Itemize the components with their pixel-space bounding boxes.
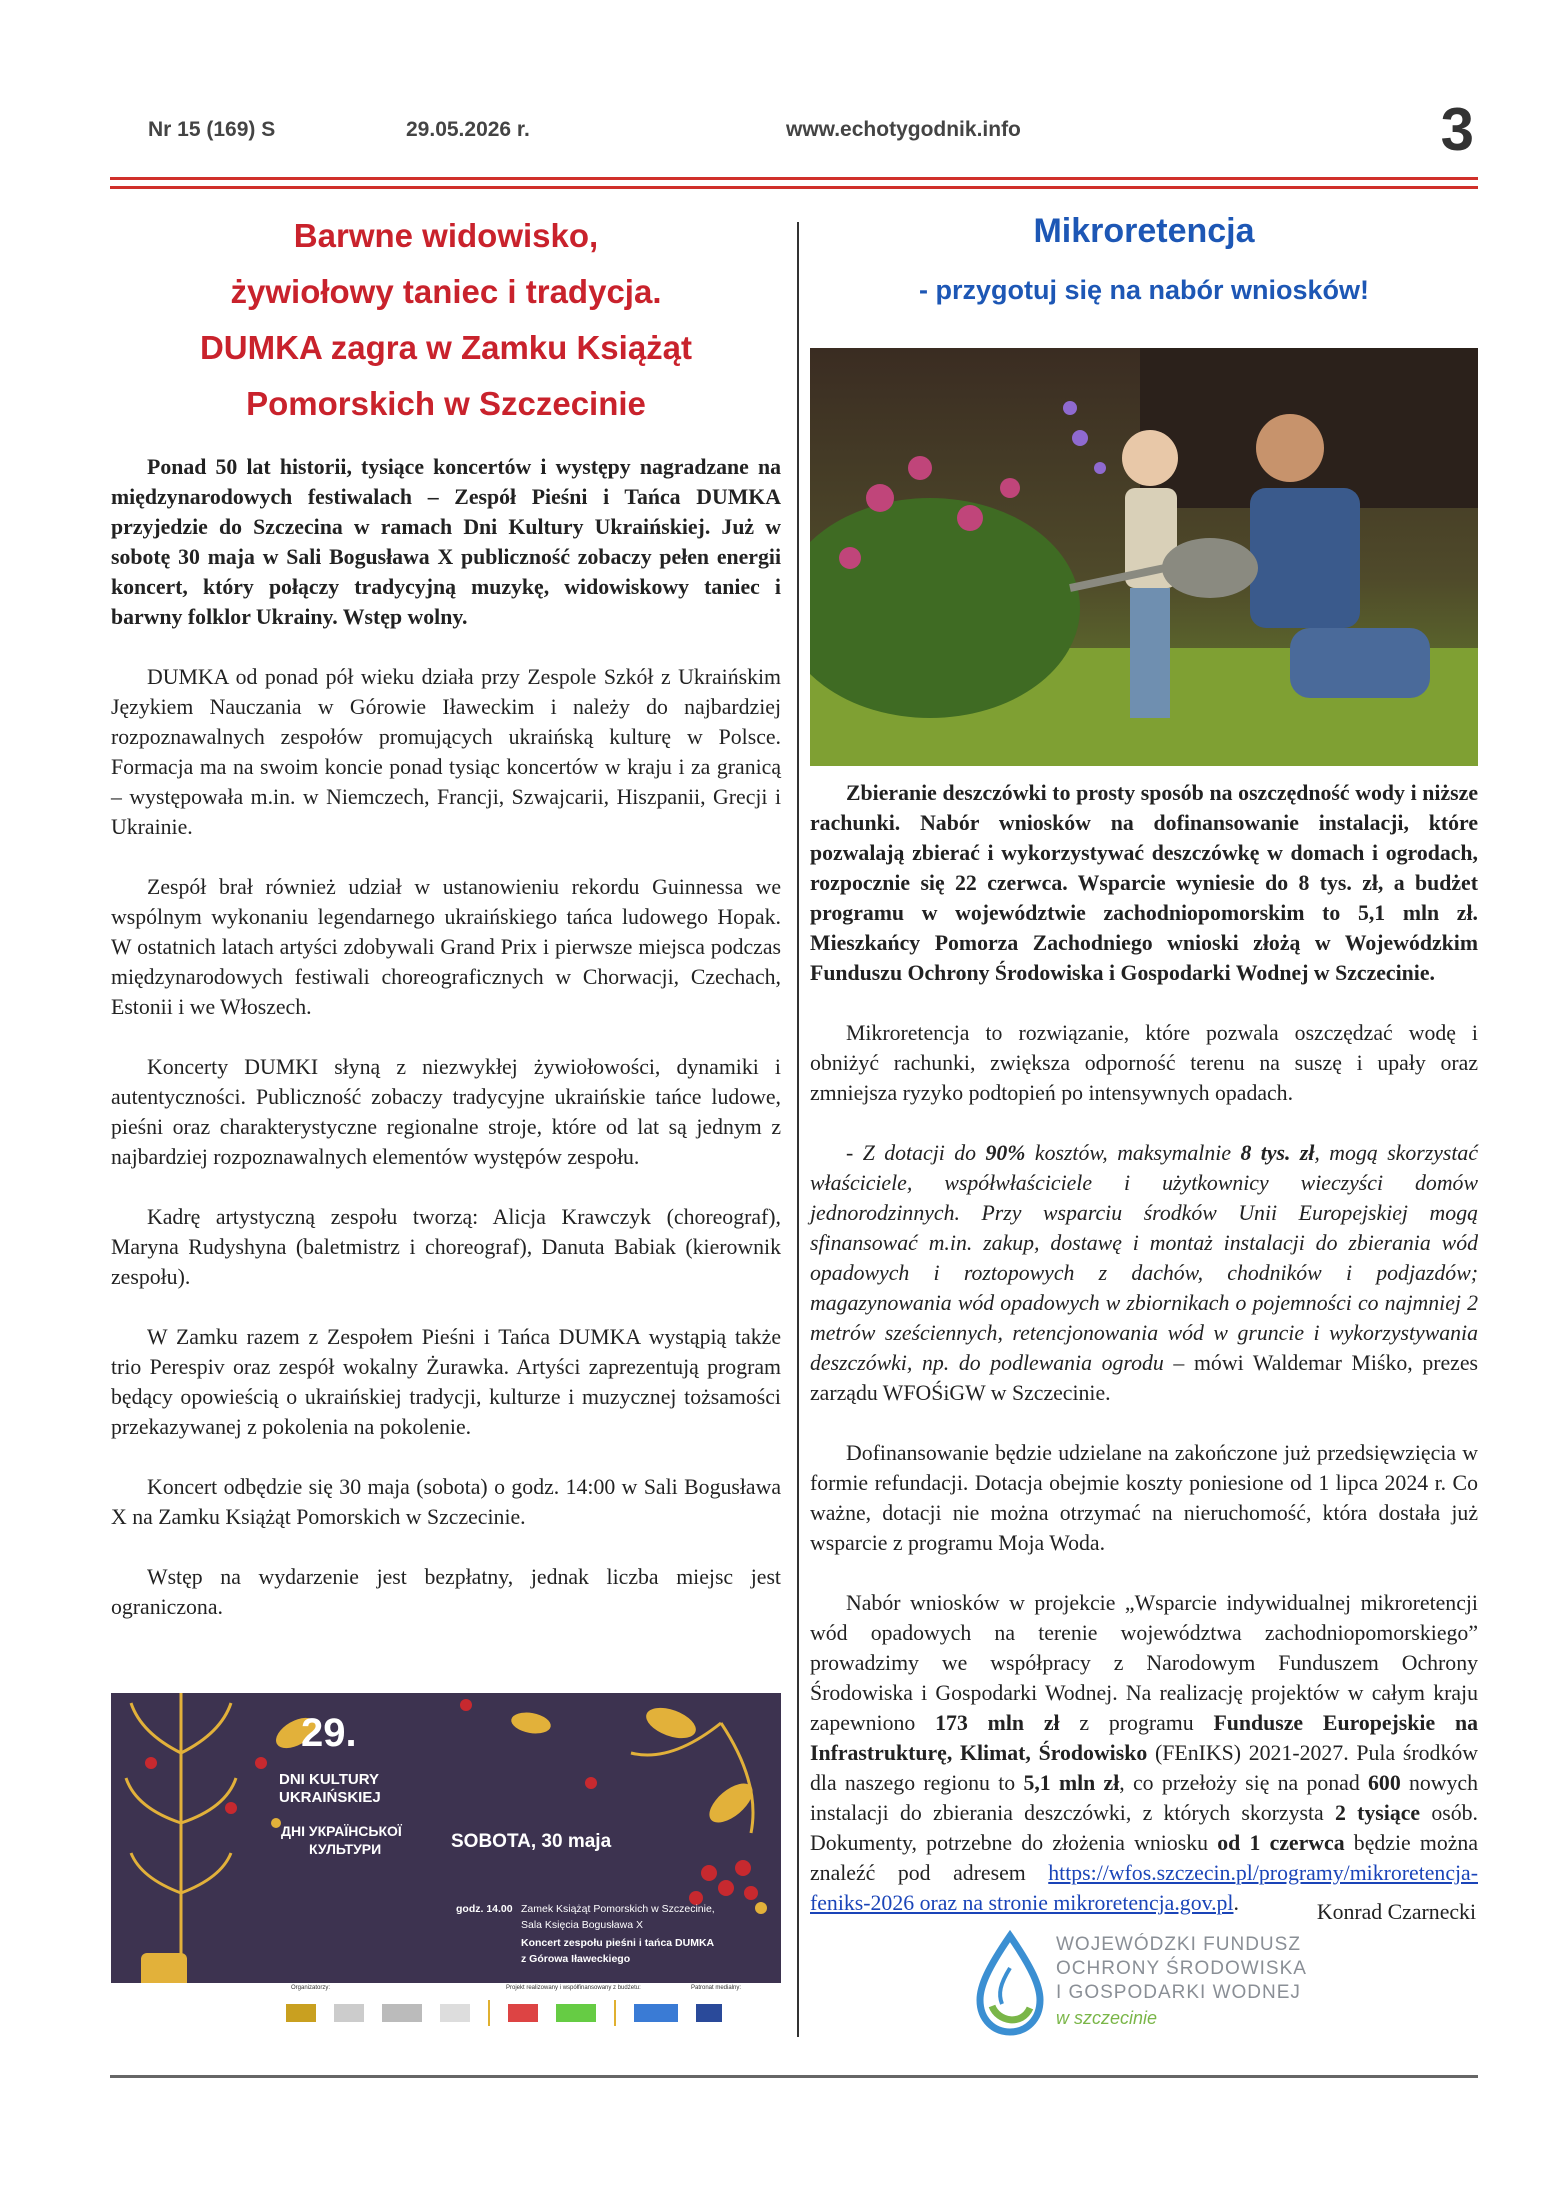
event-poster <box>111 1693 781 2035</box>
left-article-body <box>111 452 781 1652</box>
logo-line-2: OCHRONY ŚRODOWISKA <box>1056 1958 1307 1979</box>
poster-title-ua-1: ДНІ УКРАЇНСЬКОЇ <box>281 1823 402 1839</box>
poster-title-1: DNI KULTURY <box>279 1771 379 1788</box>
page-number: 3 <box>1440 96 1474 163</box>
poster-date: SOBOTA, 30 maja <box>451 1831 612 1852</box>
right-paragraph-funding: Nabór wniosków w projekcie „Wsparcie indywidualnej mikroretencji wód opadowych na terenie województwa zachodniopomorskiego” prowadzimy we współpracy z Narodowym Funduszem Ochrony Środowiska i Gospodarki Wodnej. Na realizację projektów w całym kraju zapewniono 173 mln zł z programu Fundusze Europejskie na Infrastrukturę, Klimat, Środowisko (FEnIKS) 2021-2027. Pula środków dla naszego regionu to 5,1 mln zł, co przełoży się na ponad 600 nowych instalacji do zbierania deszczówki, z których skorzysta 2 tysiące osób. Dokumenty, potrzebne do złożenia wniosku od 1 czerwca będzie można znaleźć pod adresem https://wfos.szczecin.pl/programy/mikroretencja-feniks-2026 oraz na stronie mikroretencja.gov.pl. <box>810 1591 1478 1915</box>
poster-time: godz. 14.00 <box>456 1903 513 1915</box>
logo-line-1: WOJEWÓDZKI FUNDUSZ <box>1056 1934 1301 1955</box>
wfosigw-logo <box>970 1928 1310 2043</box>
header-rule-top <box>110 177 1478 180</box>
poster-media-label: Patronat medialny: <box>691 1985 742 1991</box>
header-rule-bottom <box>110 186 1478 189</box>
issue-date: 29.05.2026 r. <box>406 118 530 141</box>
poster-place-1: Zamek Książąt Pomorskich w Szczecinie, <box>521 1903 715 1915</box>
footer-rule <box>110 2075 1478 2078</box>
right-article-body <box>810 778 1478 1948</box>
poster-folk-ornament <box>111 1693 781 2035</box>
poster-title-2: UKRAIŃSKIEJ <box>279 1789 381 1806</box>
title-line: Barwne widowisko, <box>293 217 599 254</box>
poster-organizers-label: Organizatorzy: <box>291 1985 331 1991</box>
left-paragraph: Wstęp na wydarzenie jest bezpłatny, jednak liczba miejsc jest ograniczona. <box>111 1565 781 1619</box>
website-url[interactable]: www.echotygodnik.info <box>786 118 1021 141</box>
poster-concert-2: z Górowa Iławeckiego <box>521 1953 631 1965</box>
water-drop-icon <box>970 1928 1050 2038</box>
poster-number: 29. <box>301 1711 357 1755</box>
logo-line-4: w szczecinie <box>1056 2008 1158 2028</box>
poster-sponsor-logos <box>286 1998 776 2028</box>
right-quote: - Z dotacji do 90% kosztów, maksymalnie 8 tys. zł, mogą skorzystać właściciele, współwłaściciele i użytkownicy wieczyści domów jednorodzinnych. Przy wsparciu środków Unii Europejskiej mogą sfinansować m.in. zakup, dostawę i montaż instalacji do zbierania wód opadowych i roztopowych z dachów, chodników i podjazdów; magazynowania wód opadowych w zbiornikach o pojemności co najmniej 2 metrów sześciennych, retencjonowania wód w gruncie i wykorzystywania deszczówki, np. do podlewania ogrodu – mówi Waldemar Miśko, prezes zarządu WFOŚiGW w Szczecinie. <box>810 1141 1478 1405</box>
left-paragraph: DUMKA od ponad pół wieku działa przy Zespole Szkół z Ukraińskim Językiem Nauczania w Górowie Iławeckim i należy do najbardziej rozpoznawalnych zespołów promujących ukraińską kulturę w Polsce. Formacja ma na swoim koncie ponad tysiąc koncertów w kraju i za granicą – występowała m.in. w Niemczech, Francji, Szwajcarii, Hiszpanii, Grecji i Ukrainie. <box>111 665 781 839</box>
right-article-title: Mikroretencja <box>1033 212 1255 250</box>
right-paragraph: Mikroretencja to rozwiązanie, które pozwala oszczędzać wodę i obniżyć rachunki, zwiększa odporność terenu na suszę i upały oraz zmniejsza ryzyko podtopień po intensywnych opadach. <box>810 1021 1478 1105</box>
program-link[interactable]: https://wfos.szczecin.pl/programy/mikroretencja-feniks-2026 oraz na stronie mikroretencja.gov.pl <box>810 1861 1478 1915</box>
left-paragraph: Koncerty DUMKI słyną z niezwykłej żywiołowości, dynamiki i autentyczności. Publiczność zobaczy tradycyjne ukraińskie tańce ludowe, pieśni oraz charakterystyczne regionalne stroje, które od lat są jednym z najbardziej rozpoznawalnych elementów występów zespołu. <box>111 1055 781 1169</box>
right-article-lead: Zbieranie deszczówki to prosty sposób na oszczędność wody i niższe rachunki. Nabór wniosków na dofinansowanie instalacji, które pozwalają zbierać i wykorzystywać deszczówkę w domach i ogrodach, rozpocznie się 22 czerwca. Wsparcie wyniesie do 8 tys. zł, a budżet programu w województwie zachodniopomorskim to 5,1 mln zł. Mieszkańcy Pomorza Zachodniego wnioski złożą w Wojewódzkim Funduszu Ochrony Środowiska i Gospodarki Wodnej w Szczecinie. <box>810 781 1478 985</box>
left-article-lead: Ponad 50 lat historii, tysiące koncertów i występy nagradzane na międzynarodowych festiwalach – Zespół Pieśni i Tańca DUMKA przyjedzie do Szczecina w ramach Dni Kultury Ukraińskiej. Już w sobotę 30 maja w Sali Bogusława X publiczność zobaczy pełen energii koncert, który połączy tradycyjną muzykę, widowiskowy taniec i barwny folklor Ukrainy. Wstęp wolny. <box>111 455 781 629</box>
column-divider <box>797 222 799 2037</box>
poster-title-ua-2: КУЛЬТУРИ <box>309 1841 382 1857</box>
logo-line-3: I GOSPODARKI WODNEJ <box>1056 1982 1301 2003</box>
poster-place-2: Sala Księcia Bogusława X <box>521 1919 643 1931</box>
poster-concert-1: Koncert zespołu pieśni i tańca DUMKA <box>521 1937 715 1949</box>
title-line: żywiołowy taniec i tradycja. <box>230 273 662 310</box>
left-paragraph: W Zamku razem z Zespołem Pieśni i Tańca DUMKA wystąpią także trio Perespiv oraz zespół wokalny Żurawka. Artyści zaprezentują program będący opowieścią o ukraińskiej tradycji, kulturze i muzycznej tożsamości przekazywanej z pokolenia na pokolenie. <box>111 1325 781 1439</box>
title-line: DUMKA zagra w Zamku Książąt <box>199 329 693 366</box>
right-article-subtitle: - przygotuj się na nabór wniosków! <box>918 275 1370 305</box>
issue-number: Nr 15 (169) S <box>148 118 276 141</box>
title-line: Pomorskich w Szczecinie <box>246 385 646 422</box>
photo-illustration <box>810 348 1478 766</box>
left-paragraph: Zespół brał również udział w ustanowieniu rekordu Guinnessa we wspólnym wykonaniu legendarnego ukraińskiego tańca ludowego Hopak. W ostatnich latach artyści zdobywali Grand Prix i pierwsze miejsca podczas międzynarodowych festiwali choreograficznych w Chorwacji, Czechach, Estonii i we Włoszech. <box>111 875 781 1019</box>
left-article-title <box>110 208 782 432</box>
garden-watering-photo <box>810 348 1478 766</box>
left-paragraph: Koncert odbędzie się 30 maja (sobota) o godz. 14:00 w Sali Bogusława X na Zamku Książąt Pomorskich w Szczecinie. <box>111 1475 781 1529</box>
right-paragraph: Dofinansowanie będzie udzielane na zakończone już przedsięwzięcia w formie refundacji. Dotacja obejmie koszty poniesione od 1 lipca 2024 r. Co ważne, dotacji nie można otrzymać na nieruchomość, która dostała już wsparcie z programu Moja Woda. <box>810 1441 1478 1555</box>
author-signature: Konrad Czarnecki <box>1316 1900 1476 1924</box>
poster-partner-label: Projekt realizowany i współfinansowany z budżetu: <box>506 1985 641 1991</box>
left-paragraph: Kadrę artystyczną zespołu tworzą: Alicja Krawczyk (choreograf), Maryna Rudyshyna (baletmistrz i choreograf), Danuta Babiak (kierownik zespołu). <box>111 1205 781 1289</box>
